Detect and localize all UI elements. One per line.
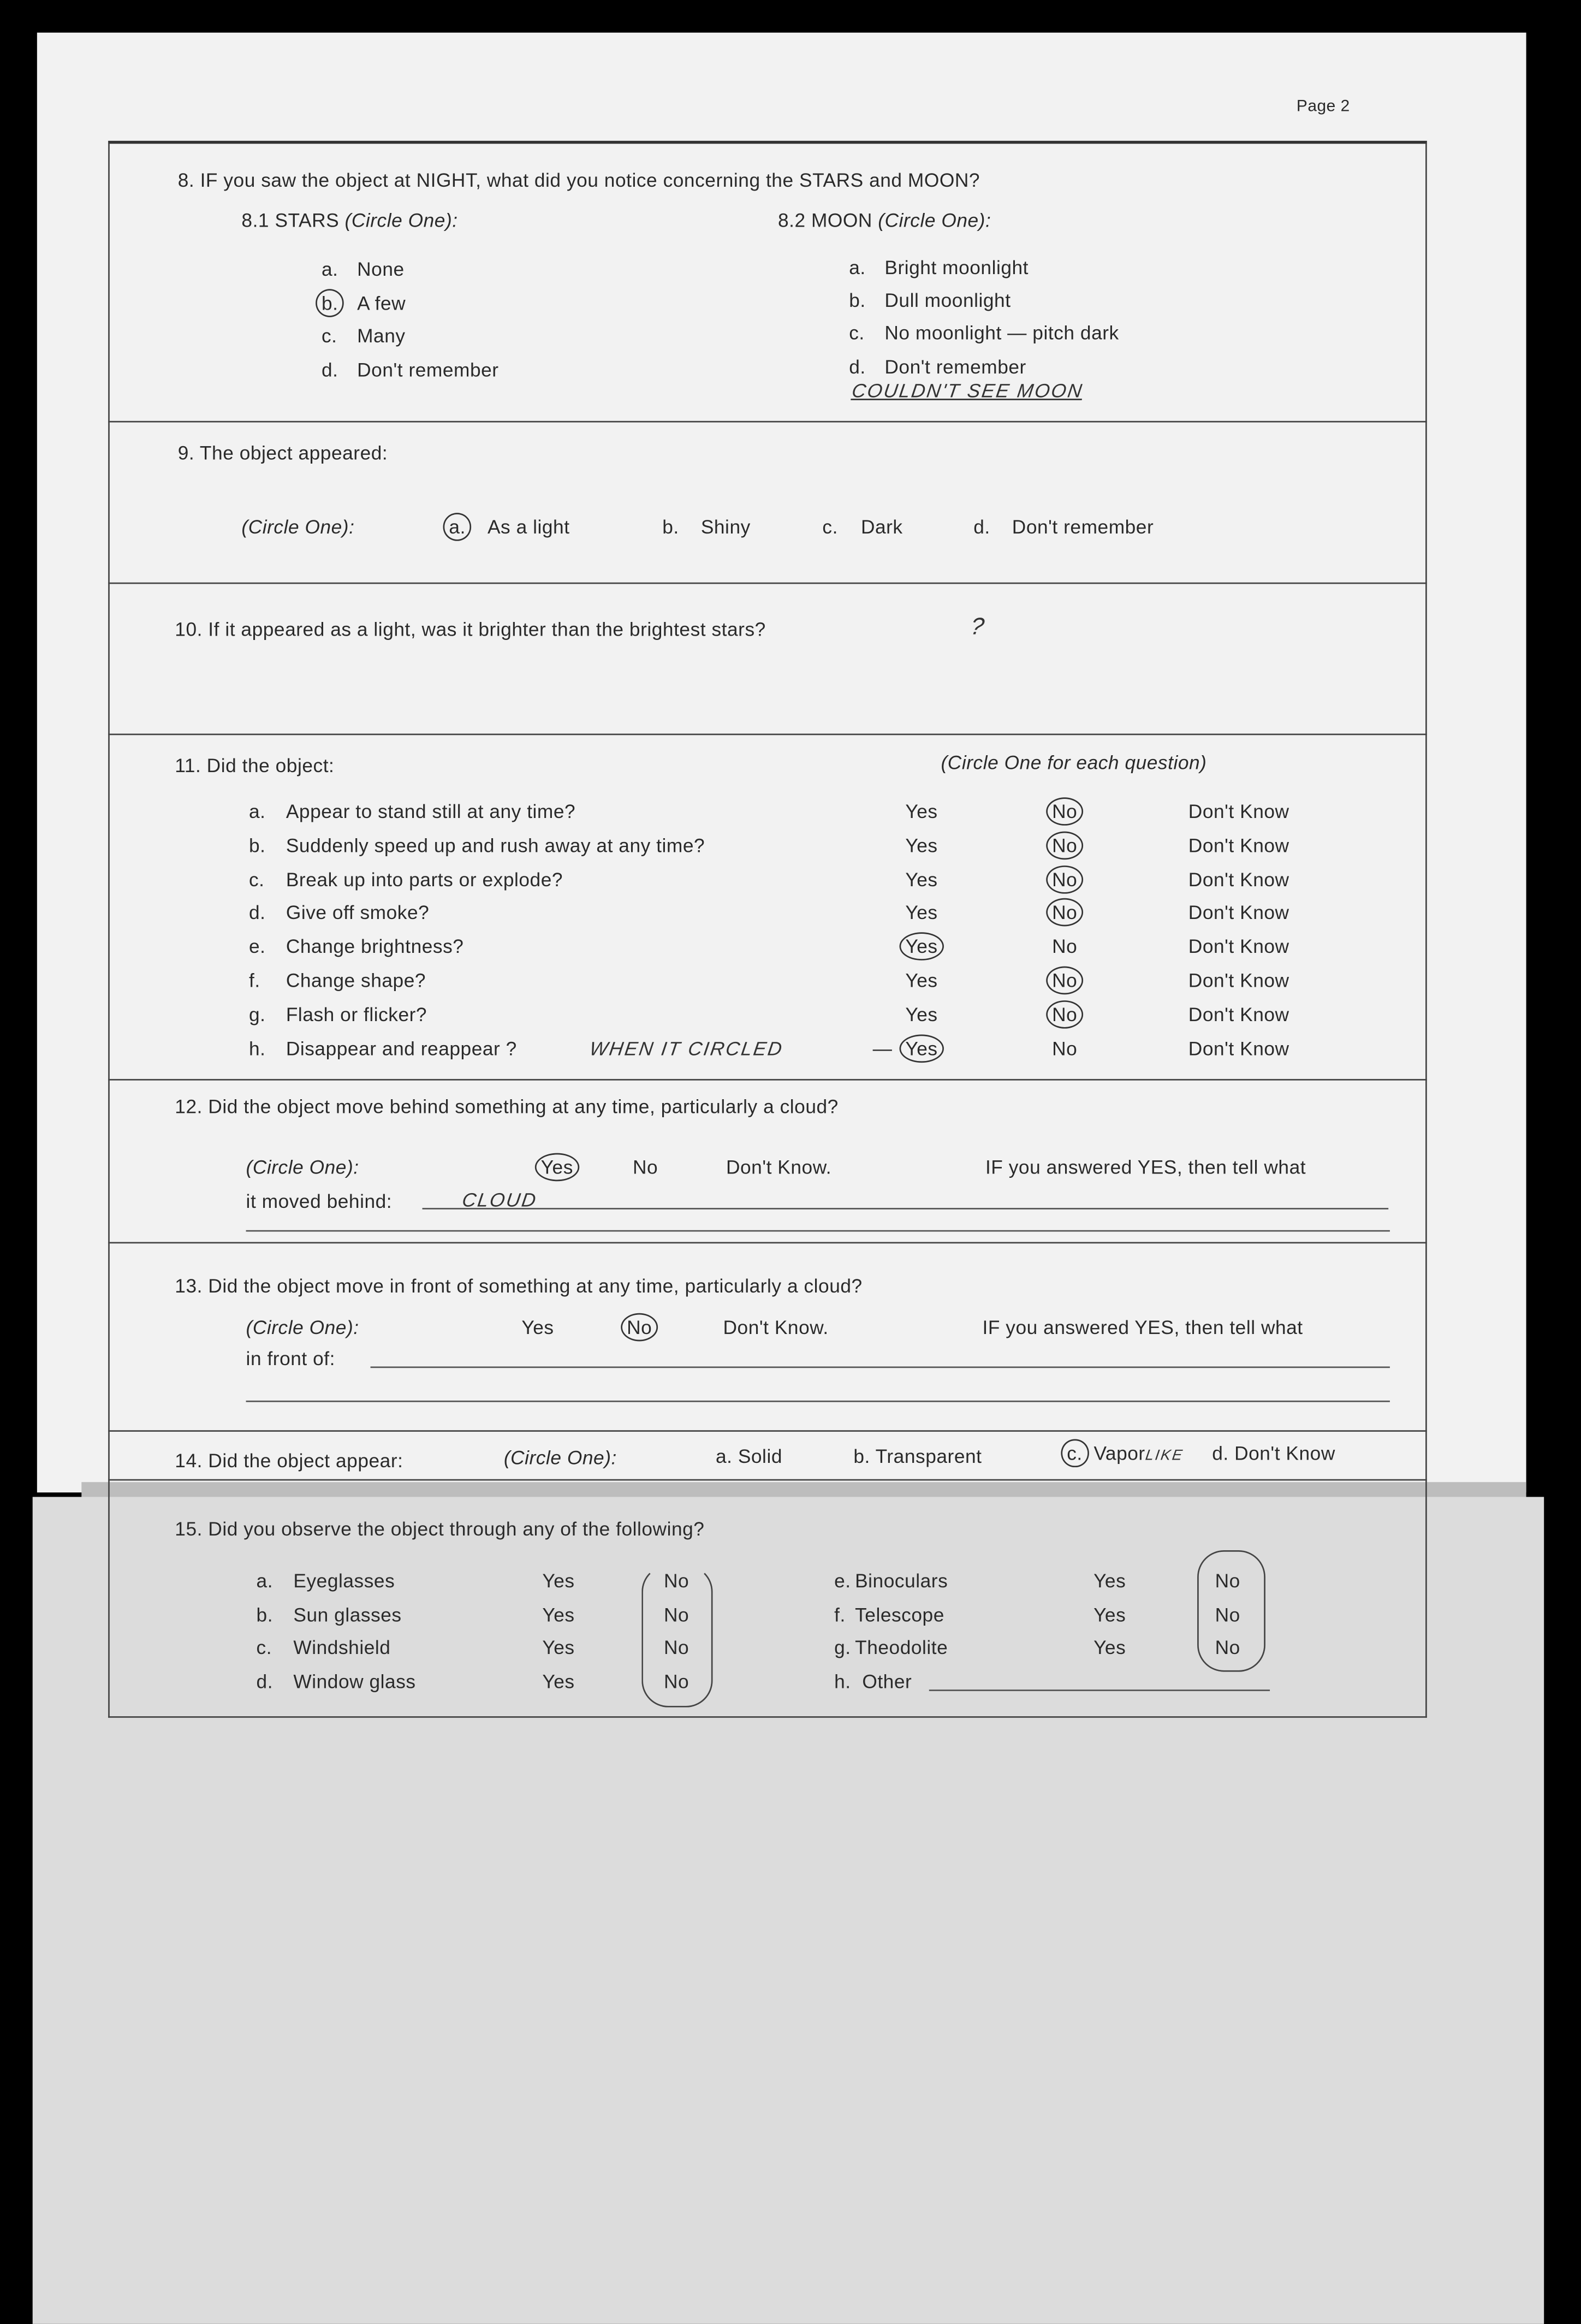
q11-dont-know[interactable]: Don't Know [1188, 868, 1289, 891]
q15-yes[interactable]: Yes [1093, 1603, 1126, 1626]
q15-yes[interactable]: Yes [542, 1603, 575, 1626]
q11-item-letter: b. [248, 834, 266, 857]
q15-item-letter: b. [256, 1603, 274, 1626]
stars-option-letter[interactable] [322, 292, 338, 315]
q15-no[interactable]: No [663, 1670, 690, 1693]
q14-option-b[interactable]: b. Transparent [853, 1445, 982, 1468]
q11-yes[interactable]: Yes [905, 800, 938, 823]
q15-question: 15. Did you observe the object through any of the following? [175, 1517, 705, 1540]
q11-no[interactable] [1052, 868, 1077, 890]
q14-instruction: (Circle One): [503, 1446, 617, 1469]
q13-no[interactable] [627, 1316, 652, 1338]
q11-no[interactable]: No [1052, 935, 1078, 958]
q11-instruction: (Circle One for each question) [941, 751, 1207, 774]
q11-item-letter: f. [248, 969, 260, 992]
q15-item-label: Eyeglasses [293, 1569, 395, 1592]
q15-item-letter: d. [256, 1670, 274, 1693]
q11-no-circled: No [1046, 797, 1083, 826]
q11-yes[interactable] [905, 1037, 937, 1059]
q11-question: 11. Did the object: [175, 754, 335, 777]
q9-option-letter[interactable]: c. [822, 515, 838, 538]
q8-handwritten-note: COULDN'T SEE MOON [850, 379, 1085, 402]
q9-question: 9. The object appeared: [177, 441, 388, 464]
q11-item-letter: h. [248, 1036, 266, 1059]
q11-dont-know[interactable]: Don't Know [1188, 800, 1289, 823]
q8-stars-heading [241, 209, 457, 232]
q11-item-label: Suddenly speed up and rush away at any time? [286, 834, 705, 857]
moon-instruction: (Circle One): [878, 209, 991, 232]
q11-no[interactable] [1052, 1003, 1077, 1025]
q15-no[interactable]: No [1215, 1569, 1240, 1592]
q11-dont-know[interactable]: Don't Know [1188, 834, 1289, 857]
q14-option-c-label: Vapor [1093, 1442, 1145, 1465]
q9-option-letter[interactable] [449, 516, 466, 538]
stars-option-letter-circled: b. [316, 289, 344, 317]
q14-option-d[interactable]: d. Don't Know [1212, 1442, 1335, 1465]
q11-item-label: Change brightness? [286, 935, 464, 958]
q15-yes[interactable]: Yes [542, 1670, 575, 1693]
q15-item-label: Sun glasses [293, 1603, 402, 1626]
moon-option-letter[interactable]: d. [849, 355, 866, 378]
q11-item-label: Disappear and reappear ? [286, 1036, 517, 1059]
q14-option-c-circled: c. [1061, 1439, 1088, 1467]
q11-yes[interactable]: Yes [905, 969, 938, 992]
q11h-handwritten-note: WHEN IT CIRCLED [588, 1037, 785, 1060]
divider [108, 1479, 1427, 1481]
q12-answer-line-2[interactable] [246, 1230, 1390, 1232]
moon-option-letter[interactable]: c. [849, 321, 865, 344]
q12-question: 12. Did the object move behind something at any time, particularly a cloud? [175, 1095, 839, 1118]
stars-option-label[interactable]: None [357, 258, 405, 280]
stars-option-letter[interactable]: d. [321, 358, 338, 381]
q12-dont-know[interactable]: Don't Know. [726, 1156, 832, 1178]
q11-dont-know[interactable]: Don't Know [1188, 1036, 1289, 1059]
q11-no[interactable] [1052, 801, 1077, 823]
stars-option-letter[interactable]: c. [321, 324, 337, 347]
q12-followup-label: it moved behind: [246, 1190, 393, 1213]
q15-no[interactable]: No [663, 1637, 690, 1659]
q11-dont-know[interactable]: Don't Know [1188, 935, 1289, 958]
q10-handwritten-answer: ? [968, 615, 988, 641]
q8-moon-heading [778, 209, 991, 232]
q9-option-label[interactable]: Shiny [700, 515, 751, 538]
q11-yes[interactable]: Yes [905, 834, 938, 857]
q15-yes[interactable]: Yes [542, 1637, 575, 1659]
q15-item-letter: g. [834, 1637, 851, 1659]
q11-no[interactable] [1052, 834, 1077, 857]
q13-no-circled: No [621, 1313, 658, 1342]
q15-yes[interactable]: Yes [542, 1569, 575, 1592]
q13-question: 13. Did the object move in front of something at any time, particularly a cloud? [175, 1274, 863, 1297]
q15-item-label: Theodolite [855, 1637, 948, 1659]
q15-item-letter: c. [256, 1637, 272, 1659]
q11-dont-know[interactable]: Don't Know [1188, 1003, 1289, 1025]
q9-option-label[interactable]: Dark [860, 515, 903, 538]
divider [108, 1079, 1427, 1081]
divider [108, 1430, 1427, 1432]
q15-yes[interactable]: Yes [1093, 1569, 1126, 1592]
q13-followup-label: in front of: [246, 1347, 336, 1370]
q9-option-letter[interactable]: b. [662, 515, 679, 538]
moon-heading: 8.2 MOON [777, 209, 872, 232]
q9-option-letter[interactable]: d. [973, 515, 990, 538]
stars-option-label[interactable]: A few [357, 292, 406, 315]
stars-heading: 8.1 STARS [241, 209, 340, 232]
q9-option-label[interactable]: Don't remember [1012, 515, 1154, 538]
q15-yes[interactable]: Yes [1093, 1637, 1126, 1659]
q8-question: 8. IF you saw the object at NIGHT, what did you notice concerning the STARS and MOON? [177, 169, 980, 192]
moon-option-label[interactable]: Dull moonlight [884, 289, 1011, 311]
q14-handwritten-like: LIKE [1144, 1448, 1185, 1465]
moon-option-letter[interactable]: a. [849, 256, 866, 279]
q13-answer-line[interactable] [371, 1366, 1390, 1368]
moon-option-letter[interactable]: b. [849, 289, 866, 311]
q9-instruction: (Circle One): [241, 515, 355, 538]
q15-no[interactable]: No [663, 1603, 690, 1626]
q15-item-label: Windshield [293, 1637, 391, 1659]
q15-other-line[interactable] [929, 1689, 1270, 1691]
q11-no-circled: No [1046, 1000, 1083, 1029]
q15-h-letter: h. [834, 1670, 851, 1693]
q11-item-letter: d. [248, 902, 266, 924]
q11-item-letter: a. [248, 800, 266, 823]
moon-option-label[interactable]: Don't remember [884, 355, 1026, 378]
q15-h-label: Other [862, 1670, 912, 1693]
q10-question: 10. If it appeared as a light, was it brighter than the brightest stars? [175, 618, 766, 641]
q15-item-label: Window glass [293, 1670, 416, 1693]
q15-option-h [834, 1670, 912, 1693]
q11-item-letter: e. [248, 935, 266, 958]
q11-item-letter: c. [248, 868, 265, 891]
q11-yes-circled: Yes [900, 933, 944, 961]
q11-item-label: Flash or flicker? [286, 1003, 427, 1025]
q11-item-label: Change shape? [286, 969, 426, 992]
q15-no[interactable]: No [1215, 1603, 1240, 1626]
q11-no-circled: No [1046, 899, 1083, 927]
q13-followup: IF you answered YES, then tell what [982, 1316, 1303, 1338]
q11-no[interactable]: No [1052, 1036, 1078, 1059]
q11-yes[interactable] [905, 935, 937, 958]
moon-option-label[interactable]: Bright moonlight [884, 256, 1029, 279]
q12-yes[interactable] [541, 1156, 573, 1178]
q15-item-letter: f. [834, 1603, 846, 1626]
q12-yes-circled: Yes [535, 1153, 579, 1182]
q11-item-label: Give off smoke? [286, 902, 430, 924]
q11-yes[interactable]: Yes [905, 868, 938, 891]
q13-dont-know[interactable]: Don't Know. [723, 1316, 829, 1338]
q11-no-circled: No [1046, 865, 1083, 893]
divider [108, 583, 1427, 584]
q14-option-c[interactable] [1067, 1442, 1183, 1465]
q11-item-label: Appear to stand still at any time? [286, 800, 576, 823]
moon-option-label[interactable]: No moonlight — pitch dark [884, 321, 1119, 344]
q12-followup: IF you answered YES, then tell what [985, 1156, 1306, 1178]
q9-option-letter-circled: a. [443, 513, 472, 541]
q11-item-letter: g. [248, 1003, 266, 1025]
q11-yes-circled: Yes [900, 1034, 944, 1062]
q11-dont-know[interactable]: Don't Know [1188, 969, 1289, 992]
q11-item-label: Break up into parts or explode? [286, 868, 563, 891]
q12-answer-line[interactable] [423, 1208, 1389, 1210]
q9-option-label[interactable]: As a light [487, 515, 570, 538]
q15-no[interactable]: No [663, 1569, 690, 1592]
q13-answer-line-2[interactable] [246, 1401, 1390, 1402]
q15-item-label: Binoculars [855, 1569, 948, 1592]
stars-option-label[interactable]: Don't remember [357, 358, 499, 381]
q11-no-circled: No [1046, 967, 1083, 995]
form-box [108, 141, 1427, 1718]
q12-instruction: (Circle One): [246, 1156, 359, 1178]
divider [108, 421, 1427, 423]
q13-yes[interactable]: Yes [521, 1316, 554, 1338]
q11-no[interactable] [1052, 902, 1077, 924]
q11h-dash: — [872, 1037, 893, 1060]
q14-option-a[interactable]: a. Solid [715, 1445, 783, 1468]
q11-yes[interactable]: Yes [905, 1003, 938, 1025]
q12-no[interactable]: No [632, 1156, 658, 1178]
q13-instruction: (Circle One): [246, 1316, 359, 1338]
q11-yes[interactable]: Yes [905, 902, 938, 924]
page-number: Page 2 [1296, 98, 1350, 116]
q11-dont-know[interactable]: Don't Know [1188, 902, 1289, 924]
q11-no-circled: No [1046, 831, 1083, 859]
stars-instruction: (Circle One): [344, 209, 458, 232]
q15-item-letter: e. [834, 1569, 851, 1592]
q15-item-letter: a. [256, 1569, 274, 1592]
q12-handwritten-answer: CLOUD [460, 1188, 539, 1211]
q15-item-label: Telescope [855, 1603, 944, 1626]
stars-option-label[interactable]: Many [357, 324, 406, 347]
q15-no[interactable]: No [1215, 1637, 1240, 1659]
q11-no[interactable] [1052, 969, 1077, 992]
stars-option-letter[interactable]: a. [321, 258, 338, 280]
q14-question: 14. Did the object appear: [175, 1449, 403, 1472]
divider [108, 734, 1427, 736]
divider [108, 1242, 1427, 1243]
